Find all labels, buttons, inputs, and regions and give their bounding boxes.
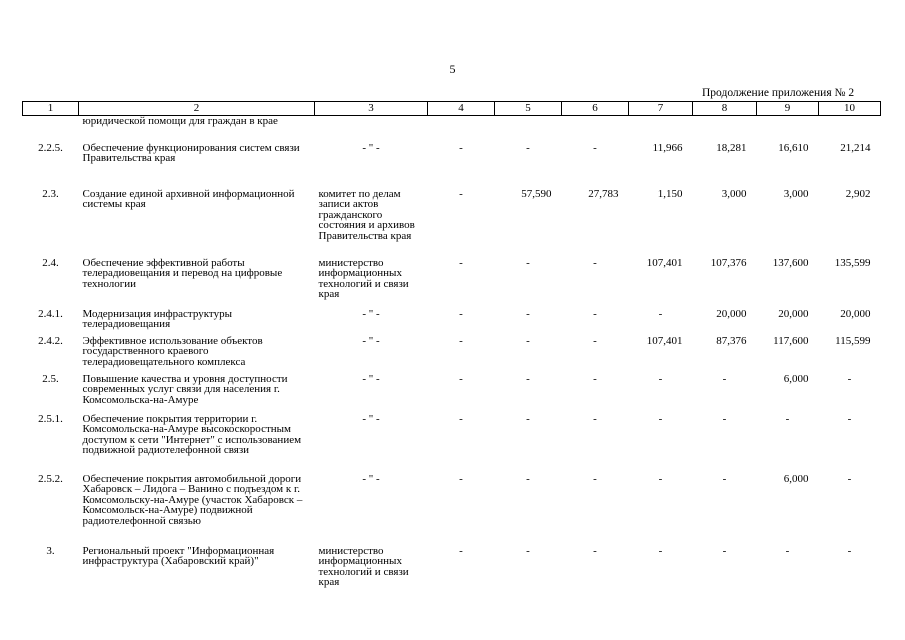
row-number: 2.5.1. bbox=[38, 412, 63, 425]
cell-col7: - bbox=[658, 412, 663, 425]
row-executor: - " - bbox=[362, 412, 380, 425]
cell-col5: 57,590 bbox=[521, 187, 552, 200]
cell-col10: 20,000 bbox=[840, 307, 871, 320]
cell-col9: 20,000 bbox=[778, 307, 809, 320]
cell-col5: - bbox=[526, 141, 530, 154]
row-number: 2.5. bbox=[42, 372, 59, 385]
cell-col6: - bbox=[593, 307, 597, 320]
row-executor: - " - bbox=[362, 334, 380, 347]
cell-col10: - bbox=[847, 544, 852, 557]
table-row bbox=[23, 374, 881, 414]
cell-col5: - bbox=[526, 544, 530, 557]
cell-col6: - bbox=[593, 334, 597, 347]
row-name: Обеспечение покрытия территории г. Комсомольска-на-Амуре высокоскоростным доступом к сети "Интернет" с использованием подвижной радиотелефонной связи bbox=[82, 412, 302, 456]
row-executor: - " - bbox=[362, 307, 380, 320]
cell-col5: - bbox=[526, 256, 530, 269]
row-name: Обеспечение функционирования систем связи Правительства края bbox=[82, 141, 300, 164]
cell-col6: - bbox=[593, 544, 597, 557]
cell-col9: - bbox=[785, 544, 790, 557]
cell-col7: - bbox=[658, 372, 663, 385]
header-cell: 2 bbox=[79, 102, 315, 116]
cell-col7: - bbox=[658, 544, 663, 557]
cell-col8: 107,376 bbox=[710, 256, 747, 269]
cell-col10: 115,599 bbox=[835, 334, 871, 347]
row-name: Модернизация инфраструктуры телерадиовещания bbox=[82, 307, 232, 330]
table-row bbox=[23, 414, 881, 474]
cell-col6: - bbox=[593, 372, 597, 385]
row-name: Обеспечение эффективной работы телерадиовещания и перевод на цифровые технологии bbox=[82, 256, 283, 290]
cell-col4: - bbox=[459, 187, 463, 200]
cell-col4: - bbox=[459, 412, 463, 425]
table-row bbox=[23, 143, 881, 189]
cell-col7: 1,150 bbox=[657, 187, 683, 200]
row-number: 2.2.5. bbox=[38, 141, 63, 154]
cell-col5: - bbox=[526, 472, 530, 485]
funding-table bbox=[22, 101, 881, 594]
row-name: Повышение качества и уровня доступности современных услуг связи для населения г. Комсомольска-на-Амуре bbox=[82, 372, 288, 406]
cell-col8: 18,281 bbox=[716, 141, 747, 154]
header-cell: 8 bbox=[693, 102, 757, 116]
cell-col4: - bbox=[459, 334, 463, 347]
cell-col5: - bbox=[526, 412, 530, 425]
row-number: 2.4.2. bbox=[38, 334, 63, 347]
row-executor: - " - bbox=[362, 372, 380, 385]
cell-col10: - bbox=[847, 412, 852, 425]
row-number: 2.4.1. bbox=[38, 307, 63, 320]
cell-col8: 3,000 bbox=[721, 187, 747, 200]
header-cell: 9 bbox=[757, 102, 819, 116]
cell-col9: - bbox=[785, 412, 790, 425]
table-row bbox=[23, 336, 881, 374]
row-name: Региональный проект "Информационная инфраструктура (Хабаровский край)" bbox=[82, 544, 275, 567]
header-cell: 4 bbox=[428, 102, 495, 116]
table-row bbox=[23, 474, 881, 546]
row-executor: министерство информационных технологий и связи края bbox=[318, 256, 409, 300]
row-name: Эффективное использование объектов государственного краевого телерадиовещательного комплекса bbox=[82, 334, 263, 368]
cell-col8 bbox=[693, 116, 757, 143]
cell-col7: 11,966 bbox=[652, 141, 683, 154]
header-cell: 7 bbox=[629, 102, 693, 116]
cell-col7: 107,401 bbox=[646, 256, 683, 269]
cell-col10: 2,902 bbox=[845, 187, 871, 200]
cell-col9: 6,000 bbox=[783, 472, 809, 485]
cell-col4: - bbox=[459, 256, 463, 269]
row-number: 2.4. bbox=[42, 256, 59, 269]
cell-col7: - bbox=[658, 307, 663, 320]
header-cell: 3 bbox=[315, 102, 428, 116]
cell-col10 bbox=[819, 116, 881, 143]
page-number: 5 bbox=[449, 62, 456, 76]
cell-col5: - bbox=[526, 334, 530, 347]
cell-col9: 137,600 bbox=[772, 256, 809, 269]
table-row bbox=[23, 309, 881, 336]
row-executor: - " - bbox=[362, 141, 380, 154]
cell-col5 bbox=[495, 116, 562, 143]
row-name: юридической помощи для граждан в крае bbox=[82, 115, 278, 127]
table-row bbox=[23, 116, 881, 143]
cell-col4: - bbox=[459, 141, 463, 154]
cell-col8: - bbox=[722, 412, 727, 425]
row-executor: - " - bbox=[362, 472, 380, 485]
row-executor: комитет по делам записи актов гражданского состояния и архивов Правительства края bbox=[318, 187, 415, 242]
cell-col6: 27,783 bbox=[588, 187, 619, 200]
cell-col10: - bbox=[847, 372, 852, 385]
row-number: 2.5.2. bbox=[38, 472, 63, 485]
cell-col10: 21,214 bbox=[840, 141, 871, 154]
header-cell: 1 bbox=[23, 102, 79, 116]
cell-col4 bbox=[428, 116, 495, 143]
cell-col5: - bbox=[526, 307, 530, 320]
cell-col9: 6,000 bbox=[783, 372, 809, 385]
row-name: Обеспечение покрытия автомобильной дороги Хабаровск – Лидога – Ванино с подъездом к г. Комсомольску-на-Амуре (участок Хабаровск – Комсомольск-на-Амуре) подвижной радиотелефонной связью bbox=[82, 472, 303, 527]
cell-col5: - bbox=[526, 372, 530, 385]
header-row bbox=[23, 102, 881, 116]
cell-col7 bbox=[629, 116, 693, 143]
row-executor: министерство информационных технологий и связи края bbox=[318, 544, 409, 588]
cell-col9 bbox=[757, 116, 819, 143]
table-row bbox=[23, 258, 881, 309]
header-cell: 10 bbox=[819, 102, 881, 116]
cell-col8: 87,376 bbox=[716, 334, 747, 347]
cell-col10: 135,599 bbox=[834, 256, 871, 269]
cell-col4: - bbox=[459, 372, 463, 385]
cell-col4: - bbox=[459, 472, 463, 485]
row-name: Создание единой архивной информационной системы края bbox=[82, 187, 295, 210]
cell-col9: 3,000 bbox=[783, 187, 809, 200]
cell-col9: 16,610 bbox=[778, 141, 809, 154]
table-row bbox=[23, 189, 881, 258]
cell-col4: - bbox=[459, 307, 463, 320]
cell-col10: - bbox=[847, 472, 852, 485]
row-number bbox=[23, 116, 79, 143]
cell-col8: 20,000 bbox=[716, 307, 747, 320]
cell-col9: 117,600 bbox=[773, 334, 809, 347]
cell-col8: - bbox=[722, 472, 727, 485]
row-number: 3. bbox=[46, 544, 55, 557]
cell-col4: - bbox=[459, 544, 463, 557]
row-number: 2.3. bbox=[42, 187, 59, 200]
header-cell: 5 bbox=[495, 102, 562, 116]
header-cell: 6 bbox=[562, 102, 629, 116]
cell-col8: - bbox=[722, 372, 727, 385]
cell-col6 bbox=[562, 116, 629, 143]
cell-col6: - bbox=[593, 256, 597, 269]
cell-col7: - bbox=[658, 472, 663, 485]
cell-col7: 107,401 bbox=[646, 334, 683, 347]
cell-col6: - bbox=[593, 141, 597, 154]
continuation-title: Продолжение приложения № 2 bbox=[702, 87, 855, 99]
table-row bbox=[23, 546, 881, 594]
cell-col6: - bbox=[593, 412, 597, 425]
row-executor bbox=[315, 116, 428, 143]
cell-col8: - bbox=[722, 544, 727, 557]
cell-col6: - bbox=[593, 472, 597, 485]
